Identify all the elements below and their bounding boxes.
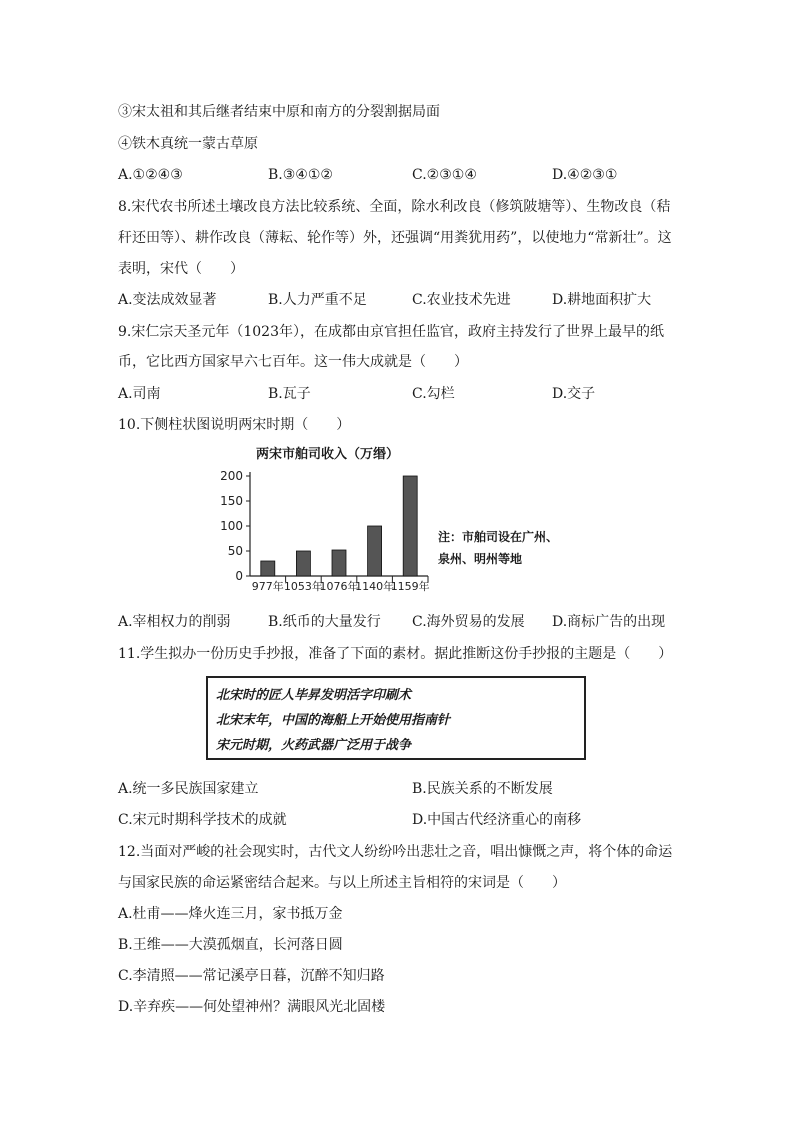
chart-plot (212, 440, 592, 600)
q11-stem: 11.学生拟办一份历史手抄报，准备了下面的素材。据此推断这份手抄报的主题是（ ） (118, 646, 673, 662)
chart-note-line-1: 注：市舶司设在广州、 (438, 530, 559, 544)
bar-1159年 (403, 476, 417, 576)
chart-note-line-2: 泉州、明州等地 (438, 552, 523, 566)
bar-1076年 (332, 550, 346, 576)
q9-option-b: B.瓦子 (268, 386, 311, 402)
q8-option-b: B.人力严重不足 (268, 292, 367, 308)
q8-line-2: 秆还田等）、耕作改良（薄耘、轮作等）外，还强调“用粪犹用药”，以使地力“常新壮”。这 (118, 230, 672, 246)
q8-line-1: 8.宋代农书所述土壤改良方法比较系统、全面，除水利改良（修筑陂塘等）、生物改良（秸 (118, 199, 671, 215)
y-tick-label: 200 (220, 469, 243, 483)
x-tick-label: 1140年 (355, 580, 395, 593)
q9-line-2: 币，它比西方国家早六七百年。这一伟大成就是（ ） (118, 354, 468, 370)
bar-1140年 (368, 526, 382, 576)
x-tick-label: 1159年 (390, 580, 430, 593)
q11-material-1: 北宋时的匠人毕昇发明活字印刷术 (216, 688, 412, 703)
y-tick-label: 150 (220, 494, 243, 508)
q10-stem: 10.下侧柱状图说明两宋时期（ ） (118, 417, 351, 433)
q11-option-c: C.宋元时期科学技术的成就 (118, 812, 287, 828)
x-tick-label: 1076年 (319, 580, 359, 593)
q9-option-d: D.交子 (552, 386, 596, 402)
q9-line-1: 9.宋仁宗天圣元年（1023年），在成都由京官担任监官，政府主持发行了世界上最早的纸 (118, 324, 664, 340)
q11-option-d: D.中国古代经济重心的南移 (412, 812, 582, 828)
y-tick-label: 100 (220, 519, 243, 533)
q7-item3: ③宋太祖和其后继者结束中原和南方的分裂割据局面 (118, 104, 440, 120)
q9-option-a: A.司南 (118, 386, 161, 402)
q7-option-b: B.③④①② (268, 167, 333, 183)
q7-option-d: D.④②③① (552, 167, 618, 183)
q10-option-c: C.海外贸易的发展 (412, 614, 525, 630)
q12-line-1: 12.当面对严峻的社会现实时，古代文人纷纷吟出悲壮之音，唱出慷慨之声，将个体的命运 (118, 844, 673, 860)
x-tick-label: 977年 (251, 580, 284, 593)
q12-option-d: D.辛弃疾——何处望神州？满眼风光北固楼 (118, 999, 386, 1015)
q8-option-a: A.变法成效显著 (118, 292, 217, 308)
q12-option-b: B.王维——大漠孤烟直，长河落日圆 (118, 937, 343, 953)
q12-option-a: A.杜甫——烽火连三月，家书抵万金 (118, 906, 343, 922)
q12-line-2: 与国家民族的命运紧密结合起来。与以上所述主旨相符的宋词是（ ） (118, 875, 566, 891)
q12-option-c: C.李清照——常记溪亭日暮，沉醉不知归路 (118, 968, 385, 984)
y-tick-label: 0 (235, 569, 243, 583)
q10-option-b: B.纸币的大量发行 (268, 614, 381, 630)
q11-option-a: A.统一多民族国家建立 (118, 781, 259, 797)
q11-material-3: 宋元时期，火药武器广泛用于战争 (216, 738, 412, 753)
q11-material-2: 北宋末年，中国的海船上开始使用指南针 (216, 713, 451, 728)
q8-option-c: C.农业技术先进 (412, 292, 511, 308)
y-tick-label: 50 (227, 544, 243, 558)
q7-option-a: A.①②④③ (118, 167, 183, 183)
q11-option-b: B.民族关系的不断发展 (412, 781, 553, 797)
q11-material-box (206, 676, 586, 760)
revenue-chart (212, 440, 592, 600)
q10-option-a: A.宰相权力的削弱 (118, 614, 231, 630)
x-tick-label: 1053年 (283, 580, 323, 593)
bar-977年 (261, 561, 275, 576)
q8-line-3: 表明，宋代（ ） (118, 261, 244, 277)
chart-title: 两宋市舶司收入（万缗） (256, 447, 400, 462)
q9-option-c: C.勾栏 (412, 386, 455, 402)
q7-item4: ④铁木真统一蒙古草原 (118, 136, 258, 152)
q7-option-c: C.②③①④ (412, 167, 477, 183)
bar-1053年 (296, 551, 310, 576)
q8-option-d: D.耕地面积扩大 (552, 292, 652, 308)
q10-option-d: D.商标广告的出现 (552, 614, 666, 630)
